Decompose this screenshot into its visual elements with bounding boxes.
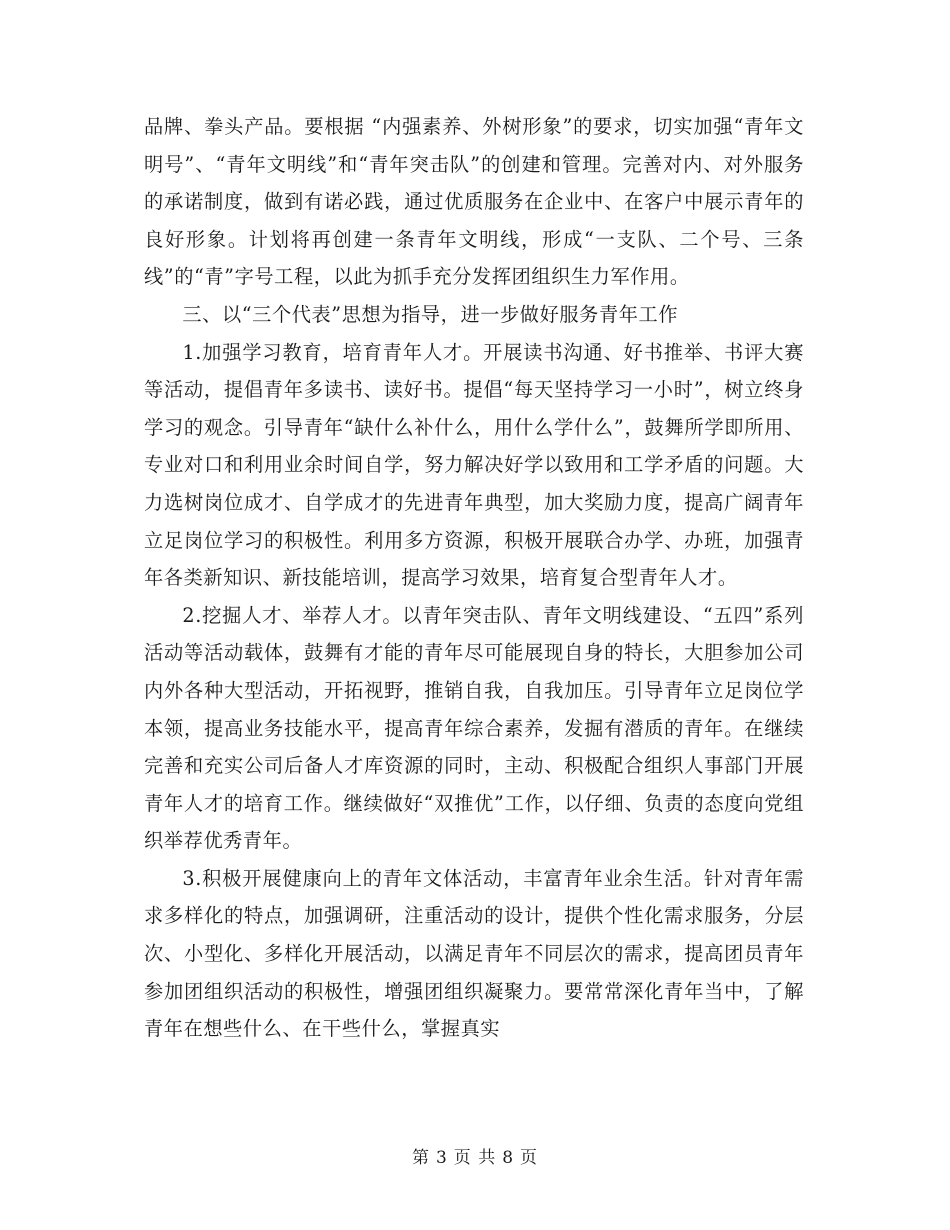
total-pages-number: 8 [502,1148,515,1168]
paragraph-item-3: 3.积极开展健康向上的青年文体活动，丰富青年业余生活。针对青年需求多样化的特点，加强调研，注重活动的设计，提供个性化需求服务，分层次、小型化、多样化开展活动，以满足青年不同层次的需求，提高团员青年参加团组织活动的积极性，增强团组织凝聚力。要常常深化青年当中，了解青年在想些什么、在干些什么，掌握真实 [144,866,804,1041]
footer-prefix: 第 [411,1148,430,1168]
paragraph-item-1: 1.加强学习教育，培育青年人才。开展读书沟通、好书推举、书评大赛等活动，提倡青年多读书、读好书。提倡“每天坚持学习一小时”，树立终身学习的观念。引导青年“缺什么补什么，用什么学什么”，鼓舞所学即所用、专业对口和利用业余时间自学，努力解决好学以致用和工学矛盾的问题。大力选树岗位成才、自学成才的先进青年典型，加大奖励力度，提高广阔青年立足岗位学习的积极性。利用多方资源，积极开展联合办学、办班，加强青年各类新知识、新技能培训，提高学习效果，培育复合型青年人才。 [144,340,804,590]
paragraph-continuation: 品牌、拳头产品。要根据 “内强素养、外树形象”的要求，切实加强“青年文明号”、“青年文明线”和“青年突击队”的创建和管理。完善对内、对外服务的承诺制度，做到有诺必践，通过优质服务在企业中、在客户中展示青年的良好形象。计划将再创建一条青年文明线，形成“一支队、二个号、三条线”的“青”字号工程，以此为抓手充分发挥团组织生力军作用。 [144,115,804,289]
current-page-number: 3 [435,1148,448,1168]
footer-suffix: 页 [520,1148,539,1168]
document-body [144,108,804,1048]
page-footer [0,1143,950,1168]
footer-middle: 页 共 [453,1148,497,1168]
section-heading: 三、以“三个代表”思想为指导，进一步做好服务青年工作 [182,302,679,326]
paragraph-item-2: 2.挖掘人才、举荐人才。以青年突击队、青年文明线建设、“五四”系列活动等活动载体，鼓舞有才能的青年尽可能展现自身的特长，大胆参加公司内外各种大型活动，开拓视野，推销自我，自我加压。引导青年立足岗位学本领，提高业务技能水平，提高青年综合素养，发掘有潜质的青年。在继续完善和充实公司后备人才库资源的同时，主动、积极配合组织人事部门开展青年人才的培育工作。继续做好“双推优”工作，以仔细、负责的态度向党组织举荐优秀青年。 [144,603,804,853]
